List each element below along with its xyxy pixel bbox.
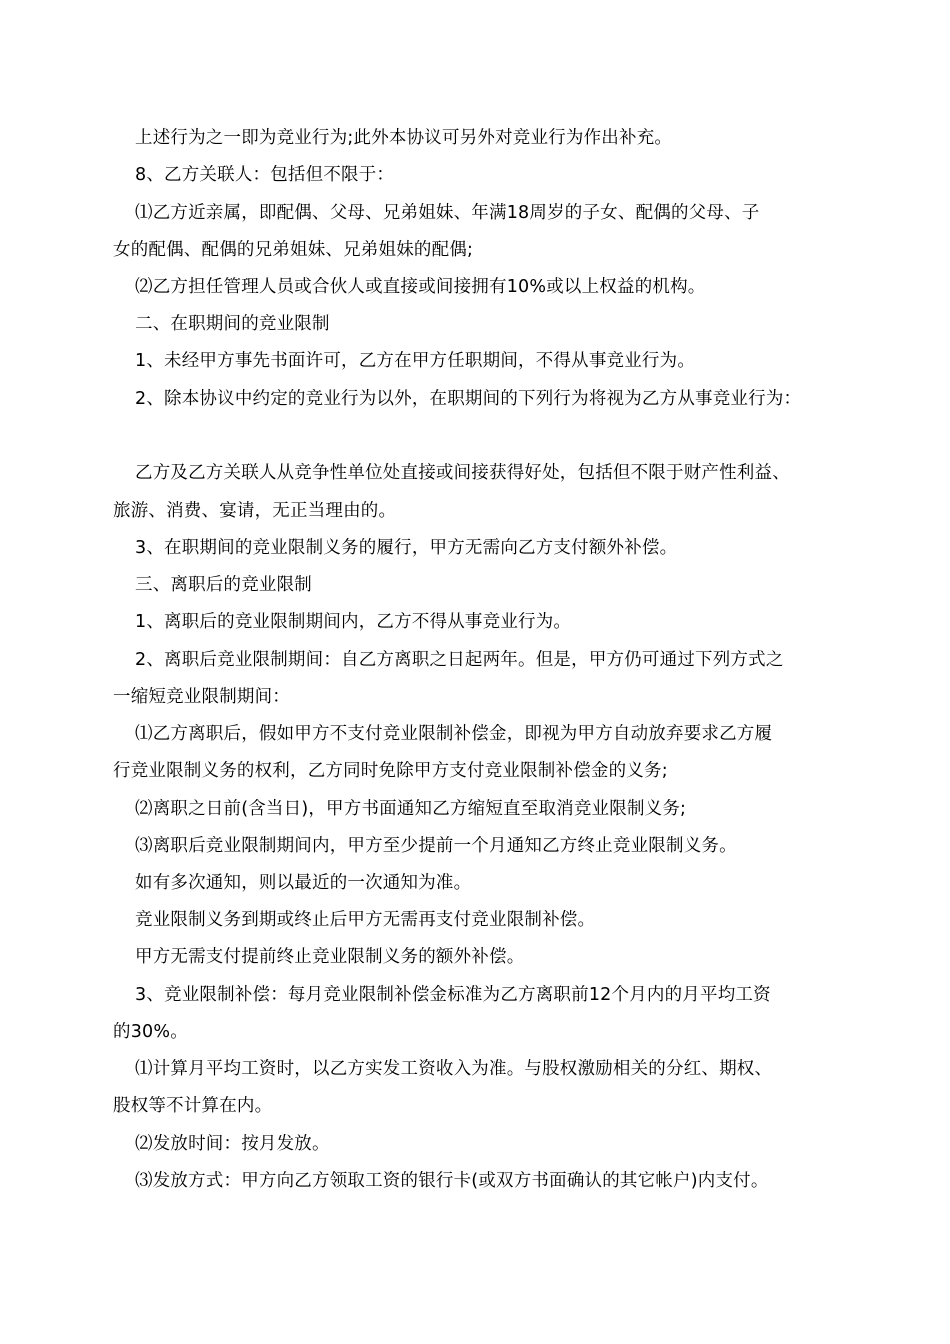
paragraph-line: 行竞业限制义务的权利，乙方同时免除甲方支付竞业限制补偿金的义务; (113, 761, 668, 781)
paragraph-line: ⑶发放方式：甲方向乙方领取工资的银行卡(或双方书面确认的其它帐户)内支付。 (135, 1171, 769, 1191)
paragraph-line: ⑶离职后竞业限制期间内，甲方至少提前一个月通知乙方终止竞业限制义务。 (135, 836, 737, 856)
paragraph-line: ⑵离职之日前(含当日)，甲方书面通知乙方缩短直至取消竞业限制义务; (135, 799, 687, 819)
paragraph-line: 旅游、消费、宴请，无正当理由的。 (113, 501, 397, 521)
paragraph-line: 8、乙方关联人：包括但不限于： (135, 165, 395, 185)
paragraph-line: 甲方无需支付提前终止竞业限制义务的额外补偿。 (135, 947, 525, 967)
paragraph-line: ⑵乙方担任管理人员或合伙人或直接或间接拥有10%或以上权益的机构。 (135, 277, 706, 297)
paragraph-line: 一缩短竞业限制期间： (113, 687, 290, 707)
paragraph-line: 乙方及乙方关联人从竞争性单位处直接或间接获得好处，包括但不限于财产性利益、 (135, 463, 790, 483)
paragraph-line: 1、离职后的竞业限制期间内，乙方不得从事竞业行为。 (135, 612, 572, 632)
paragraph-line: 的30%。 (113, 1022, 188, 1042)
paragraph-line: 如有多次通知，则以最近的一次通知为准。 (135, 873, 472, 893)
paragraph-line: 上述行为之一即为竞业行为;此外本协议可另外对竞业行为作出补充。 (135, 128, 673, 148)
paragraph-line: ⑴乙方近亲属，即配偶、父母、兄弟姐妹、年满18周岁的子女、配偶的父母、子 (135, 203, 760, 223)
paragraph-line: 2、除本协议中约定的竞业行为以外，在职期间的下列行为将视为乙方从事竞业行为： (135, 389, 802, 409)
paragraph-line: 2、离职后竞业限制期间：自乙方离职之日起两年。但是，甲方仍可通过下列方式之 (135, 650, 784, 670)
paragraph-line: 3、竞业限制补偿：每月竞业限制补偿金标准为乙方离职前12个月内的月平均工资 (135, 985, 771, 1005)
paragraph-line: 竞业限制义务到期或终止后甲方无需再支付竞业限制补偿。 (135, 910, 596, 930)
paragraph-line: 股权等不计算在内。 (113, 1096, 273, 1116)
paragraph-line: ⑴计算月平均工资时，以乙方实发工资收入为准。与股权激励相关的分红、期权、 (135, 1059, 773, 1079)
paragraph-line: 3、在职期间的竞业限制义务的履行，甲方无需向乙方支付额外补偿。 (135, 538, 678, 558)
section-heading: 二、在职期间的竞业限制 (135, 314, 330, 334)
section-heading: 三、离职后的竞业限制 (135, 575, 312, 595)
paragraph-line: ⑴乙方离职后，假如甲方不支付竞业限制补偿金，即视为甲方自动放弃要求乙方履 (135, 724, 773, 744)
paragraph-line: 女的配偶、配偶的兄弟姐妹、兄弟姐妹的配偶; (113, 240, 474, 260)
paragraph-line: 1、未经甲方事先书面许可，乙方在甲方任职期间，不得从事竞业行为。 (135, 351, 696, 371)
paragraph-line: ⑵发放时间：按月发放。 (135, 1134, 330, 1154)
